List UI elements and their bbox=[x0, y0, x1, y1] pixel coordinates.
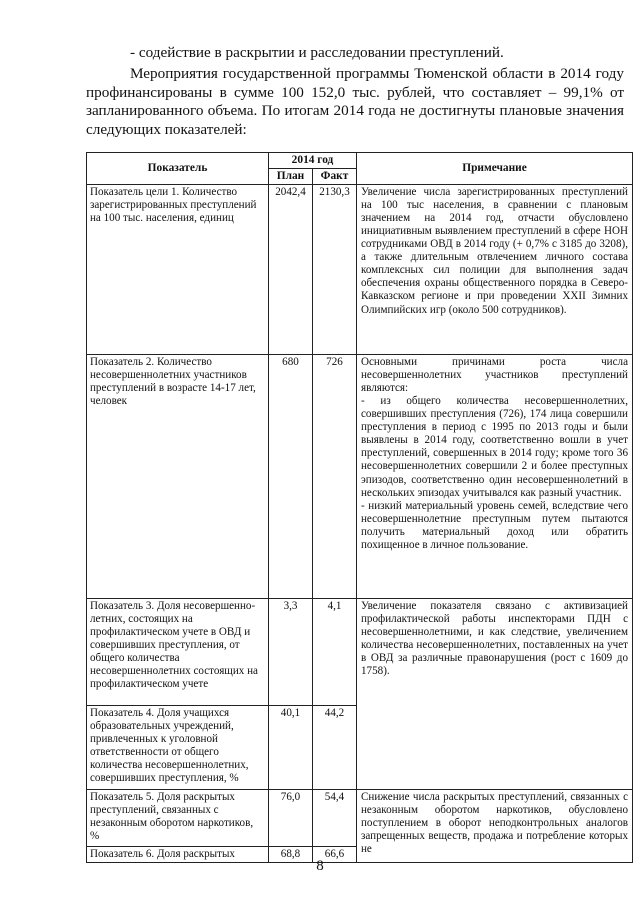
note-cell: Снижение числа раскрытых преступлений, связанных с незаконным оборотом наркотиков, обусловлено поступлением в оборот неподконтрольных аналогов запрещенных веществ, продажа и потребление которых не bbox=[357, 790, 633, 863]
indicator-cell: Показатель 3. Доля несовершенно-летних, состоящих на профилактическом учете в ОВД и совершивших преступления, от общего количества несовершеннолетних состоящих на профилактическом учете bbox=[87, 599, 269, 706]
note-line: - низкий материальный уровень семей, вследствие чего несовершеннолетние преступным путем пытаются получить материальный доход или обратить похищенное в личное пользование. bbox=[361, 499, 628, 551]
table-row bbox=[87, 790, 633, 847]
table-row bbox=[87, 599, 633, 706]
note-cell: Увеличение показателя связано с активизацией профилактической работы инспекторами ПДН с несовершеннолетними, и как следствие, увеличением количества несовершеннолетних, поставленных на учет в ОВД за различные правонарушения (рост с 1609 до 1758). bbox=[357, 599, 633, 790]
header-note: Примечание bbox=[357, 153, 633, 185]
plan-cell: 76,0 bbox=[269, 790, 313, 847]
plan-cell: 40,1 bbox=[269, 706, 313, 790]
fact-cell: 66,6 bbox=[313, 847, 357, 863]
fact-cell: 726 bbox=[313, 355, 357, 599]
indicator-cell: Показатель 2. Количество несовершеннолетних участников преступлений в возрасте 14-17 лет, человек bbox=[87, 355, 269, 599]
note-cell: Увеличение числа зарегистрированных преступлений на 100 тыс населения, в сравнении с плановым значением на 2014 год, отчасти обусловлено инициативным выявлением преступлений в сфере НОН сотрудниками ОВД в 2014 году (+ 0,7% с 3185 до 3208), а также длительным отвлечением личного состава комплексных сил полиции для выполнения задач обеспечения охраны общественного порядка в Северо-Кавказском регионе и при проведении XXII Зимних Олимпийских игр (около 500 сотрудников). bbox=[357, 185, 633, 355]
indicators-table bbox=[86, 152, 633, 863]
table-row bbox=[87, 185, 633, 355]
table-row bbox=[87, 355, 633, 599]
fact-cell: 44,2 bbox=[313, 706, 357, 790]
intro-paragraph: Мероприятия государственной программы Тюменской области в 2014 году профинансированы в сумме 100 152,0 тыс. рублей, что составляет – 99,1% от запланированного объема. По итогам 2014 года не достигнуты плановые значения следующих показателей: bbox=[86, 65, 624, 138]
note-line: Основными причинами роста числа несовершеннолетних участников преступлений являются: bbox=[361, 356, 628, 395]
indicator-cell: Показатель цели 1. Количество зарегистрированных преступлений на 100 тыс. населения, единиц bbox=[87, 185, 269, 355]
plan-cell: 68,8 bbox=[269, 847, 313, 863]
plan-cell: 2042,4 bbox=[269, 185, 313, 355]
fact-cell: 4,1 bbox=[313, 599, 357, 706]
intro-line-1: - содействие в раскрытии и расследовании преступлений. bbox=[130, 44, 504, 61]
page-number: 8 bbox=[316, 858, 324, 874]
fact-cell: 54,4 bbox=[313, 790, 357, 847]
header-plan: План bbox=[269, 169, 313, 185]
note-line: - из общего количества несовершеннолетних, совершивших преступления (726), 174 лица совершили преступления в период с 1995 по 2013 годы и были выявлены в 2014 году, соответственно вошли в учет преступлений, совершенных в 2014 году; кроме того 36 несовершеннолетних совершили 2 и более преступных эпизодов, соответственно один несовершеннолетний в нескольких эпизодах учитывался как разный участник. bbox=[361, 395, 628, 499]
header-year: 2014 год bbox=[269, 153, 357, 169]
plan-cell: 3,3 bbox=[269, 599, 313, 706]
table-header-row bbox=[87, 153, 633, 169]
header-indicator: Показатель bbox=[87, 153, 269, 185]
header-fact: Факт bbox=[313, 169, 357, 185]
plan-cell: 680 bbox=[269, 355, 313, 599]
indicator-cell: Показатель 5. Доля раскрытых преступлений, связанных с незаконным оборотом наркотиков, % bbox=[87, 790, 269, 847]
note-cell bbox=[357, 355, 633, 599]
indicator-cell: Показатель 4. Доля учащихся образовательных учреждений, привлеченных к уголовной ответственности от общего количества несовершеннолетних, совершивших преступления, % bbox=[87, 706, 269, 790]
indicator-cell: Показатель 6. Доля раскрытых bbox=[87, 847, 269, 863]
fact-cell: 2130,3 bbox=[313, 185, 357, 355]
